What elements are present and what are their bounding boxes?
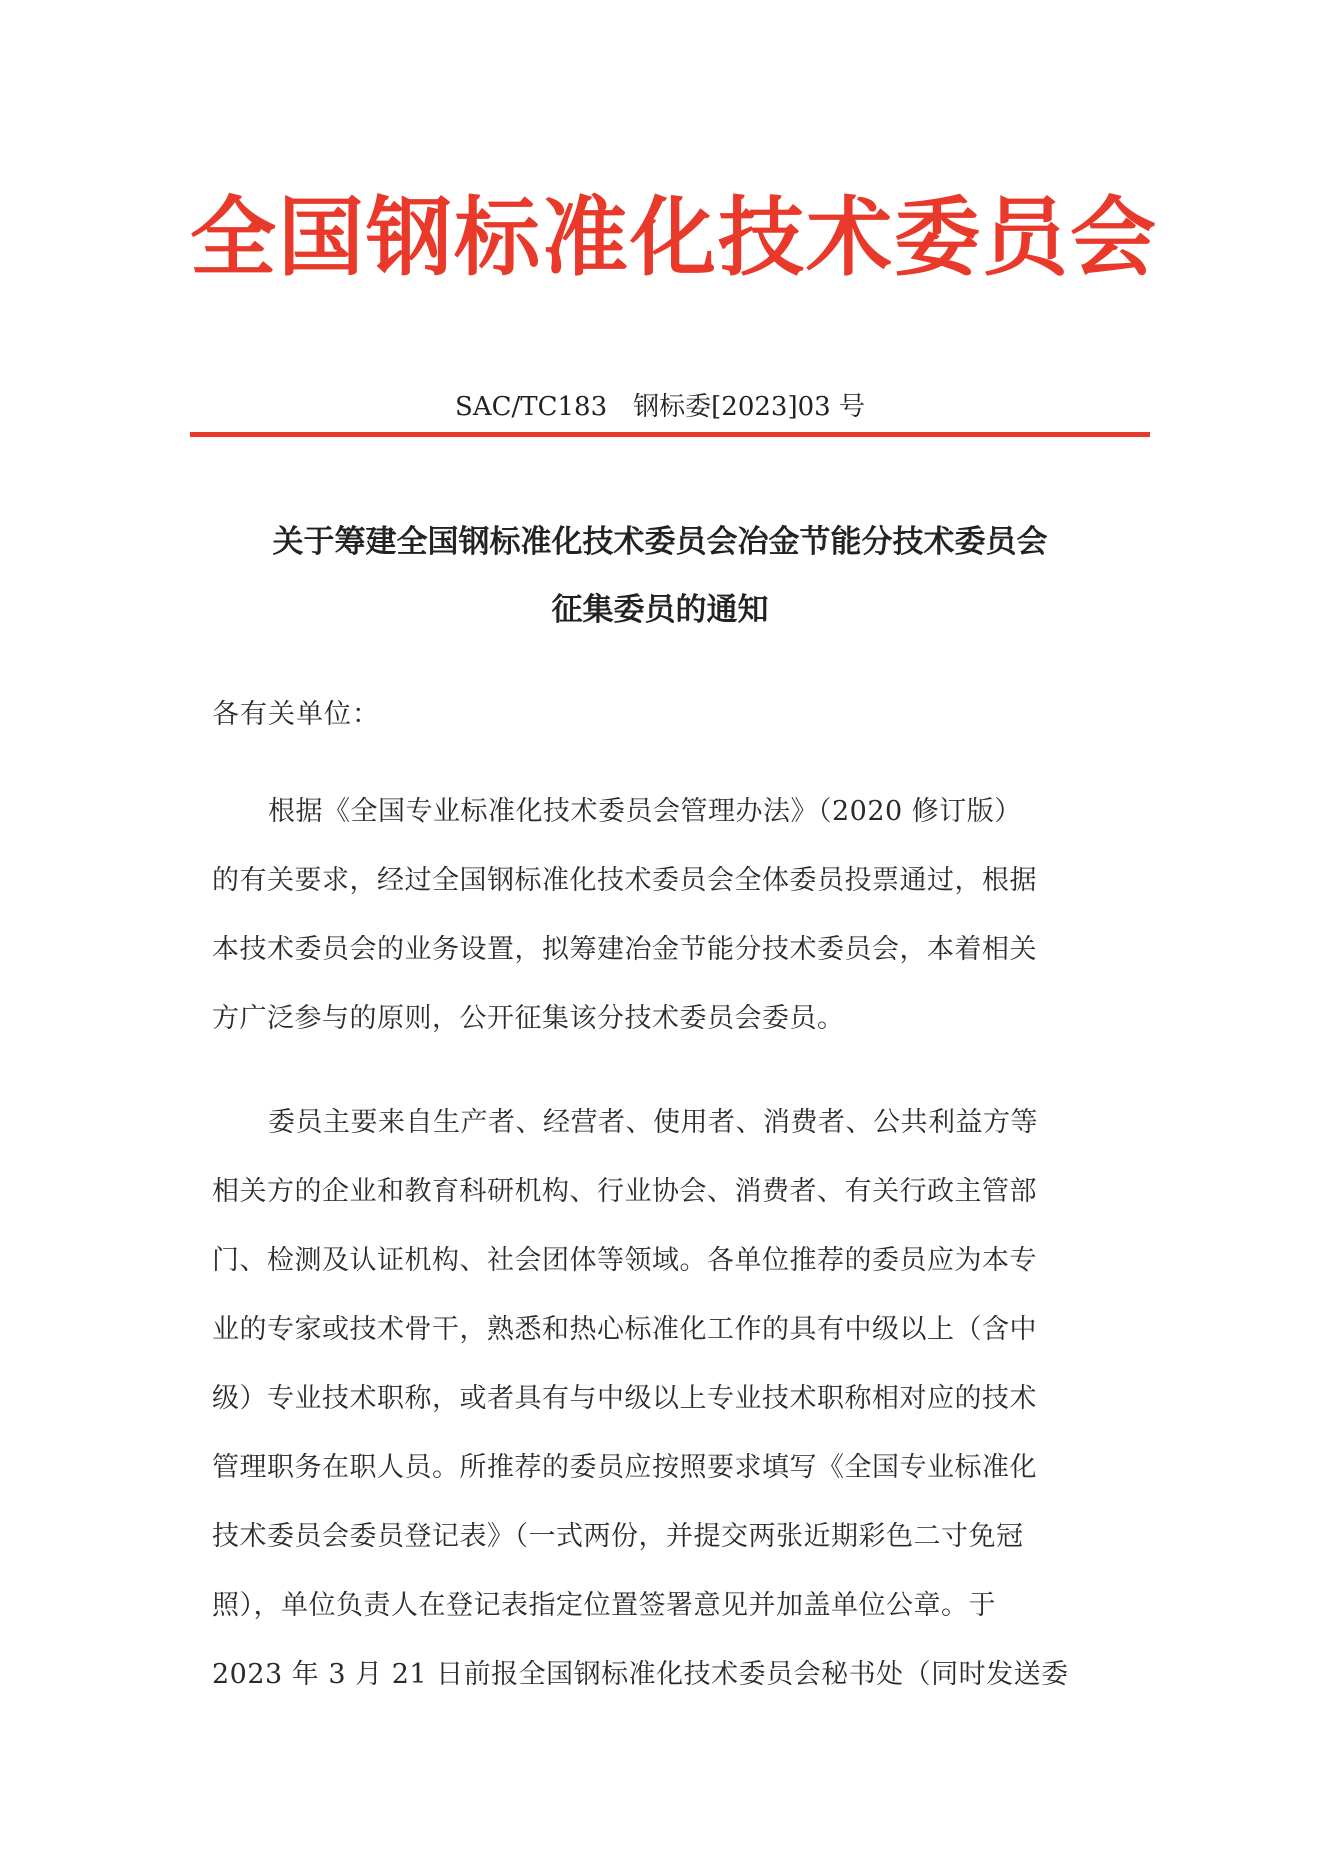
notice-title-line: 关于筹建全国钢标准化技术委员会冶金节能分技术委员会 <box>272 524 1048 560</box>
notice-title <box>190 508 1130 644</box>
paragraph-line: 照），单位负责人在登记表指定位置签署意见并加盖单位公章。于 <box>212 1590 996 1621</box>
paragraph-line: 根据《全国专业标准化技术委员会管理办法》（2020 修订版） <box>268 796 1022 827</box>
paragraph-line: 委员主要来自生产者、经营者、使用者、消费者、公共利益方等 <box>268 1107 1038 1138</box>
paragraph-line: 技术委员会委员登记表》（一式两份，并提交两张近期彩色二寸免冠 <box>212 1521 1024 1552</box>
masthead-org-name: 全国钢标准化技术委员会 <box>190 188 1158 288</box>
paragraph-line: 本技术委员会的业务设置，拟筹建冶金节能分技术委员会，本着相关 <box>212 934 1037 965</box>
document-number: SAC/TC183 钢标委[2023]03 号 <box>455 392 865 422</box>
salutation: 各有关单位： <box>212 699 380 730</box>
paragraph-line: 门、检测及认证机构、社会团体等领域。各单位推荐的委员应为本专 <box>212 1245 1037 1276</box>
paragraph-line: 2023 年 3 月 21 日前报全国钢标准化技术委员会秘书处（同时发送委 <box>212 1659 1069 1690</box>
paragraph-line: 方广泛参与的原则，公开征集该分技术委员会委员。 <box>212 1003 845 1034</box>
red-divider-line <box>190 432 1150 437</box>
paragraph-line: 管理职务在职人员。所推荐的委员应按照要求填写《全国专业标准化 <box>212 1452 1037 1483</box>
notice-title-line: 征集委员的通知 <box>551 592 769 628</box>
body-paragraph-2 <box>212 1088 1126 1709</box>
paragraph-line: 级）专业技术职称，或者具有与中级以上专业技术职称相对应的技术 <box>212 1383 1037 1414</box>
paragraph-line: 的有关要求，经过全国钢标准化技术委员会全体委员投票通过，根据 <box>212 865 1037 896</box>
paragraph-line: 相关方的企业和教育科研机构、行业协会、消费者、有关行政主管部 <box>212 1176 1037 1207</box>
body-paragraph-1 <box>212 777 1126 1053</box>
paragraph-line: 业的专家或技术骨干，熟悉和热心标准化工作的具有中级以上（含中 <box>212 1314 1037 1345</box>
